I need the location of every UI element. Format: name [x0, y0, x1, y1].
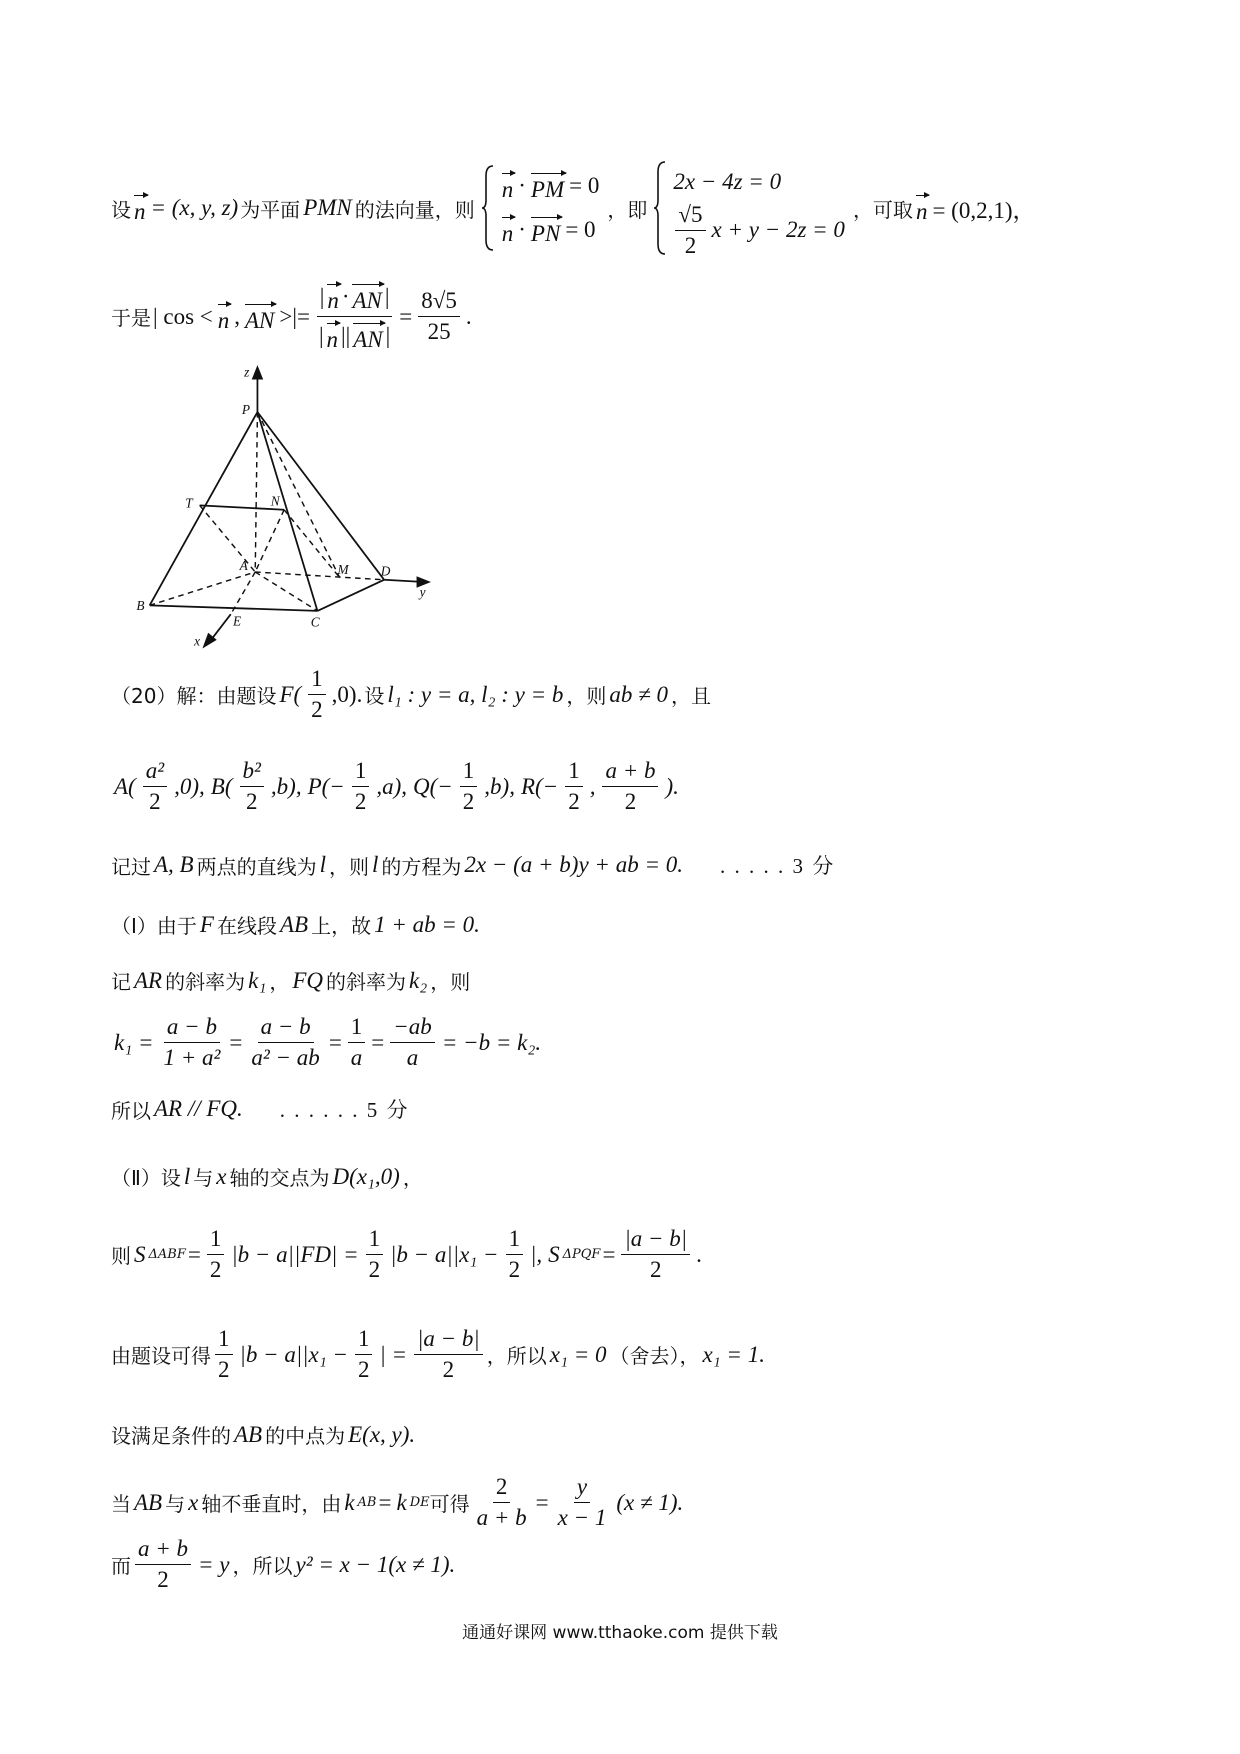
fraction	[352, 758, 370, 815]
pyramid-figure	[133, 365, 433, 649]
math-text: ,b),	[270, 773, 302, 799]
edge-cd	[317, 580, 384, 611]
equals: =	[399, 303, 413, 329]
solve-line	[111, 1326, 768, 1383]
vector-n: n	[327, 280, 339, 314]
numerator: 1	[460, 758, 478, 787]
math-text: F	[199, 911, 214, 937]
math-text: = 0	[565, 217, 596, 242]
denominator: 2	[624, 789, 637, 814]
text: ，且	[671, 684, 712, 708]
fraction	[160, 1014, 223, 1071]
numerator: −ab	[390, 1014, 435, 1043]
math-text: l	[319, 852, 326, 877]
text: 设	[111, 197, 131, 222]
dot-operator: ·	[518, 173, 526, 198]
plane-name: PMN	[303, 195, 352, 220]
math-text: y² = x − 1(x ≠ 1).	[295, 1551, 456, 1577]
fraction	[355, 1326, 373, 1383]
denominator: 2	[311, 697, 323, 722]
part-2-line	[111, 1162, 423, 1191]
math-text: x₁ = 0	[549, 1341, 607, 1367]
text: 的斜率为	[326, 970, 406, 994]
label-p: P	[241, 402, 251, 418]
vector-n: n	[916, 191, 928, 225]
math-text: = y	[198, 1551, 230, 1577]
abs-bar: ||	[341, 323, 351, 348]
denominator: a + b	[476, 1505, 527, 1530]
text: ，	[402, 1166, 423, 1190]
text: 为平面	[240, 197, 301, 222]
math-text: ,b),	[484, 773, 515, 799]
label-y: y	[419, 584, 426, 600]
label-a: A	[239, 557, 248, 573]
fraction	[207, 1226, 225, 1283]
math-text: AB	[234, 1421, 263, 1447]
math-text: D(x₁,0)	[332, 1163, 400, 1189]
fraction	[308, 666, 326, 723]
numerator: 1	[366, 1226, 384, 1255]
system-rows	[499, 164, 602, 252]
denominator: 2	[209, 1257, 222, 1282]
abs-bar: |	[318, 323, 324, 348]
label-d: D	[380, 563, 391, 579]
math-text: l	[372, 852, 379, 877]
system-row	[671, 201, 847, 258]
text: 而	[111, 1554, 131, 1578]
area-line	[111, 1226, 704, 1283]
numerator: a + b	[135, 1536, 191, 1565]
math-text: l₁ : y = a, l₂ : y = b	[387, 681, 564, 707]
numerator: b²	[240, 758, 264, 787]
vector-n: n	[502, 213, 514, 247]
fraction	[366, 1226, 384, 1283]
left-brace-icon	[481, 164, 495, 252]
text: 与	[165, 1492, 186, 1516]
fraction	[621, 1226, 690, 1283]
denominator: 1 + a²	[163, 1045, 221, 1070]
part-1-line	[111, 910, 483, 939]
math-text: Q(−	[413, 773, 453, 799]
text: 由题设可得	[111, 1344, 211, 1368]
denominator: a	[406, 1045, 419, 1070]
math-text: = (x, y, z)	[150, 195, 239, 220]
vector-n: n	[327, 319, 339, 353]
math-text: R(−	[520, 773, 559, 799]
fraction	[316, 280, 393, 353]
equals: =	[187, 1241, 201, 1267]
dashed-na	[255, 510, 284, 572]
numerator: 1	[352, 758, 370, 787]
math-text: |b − a||x₁ −	[239, 1341, 348, 1367]
equals: =	[371, 1029, 385, 1055]
label-z: z	[244, 365, 250, 380]
dashed-ad	[255, 572, 384, 580]
equals: =	[535, 1489, 549, 1515]
fraction	[474, 1474, 530, 1531]
math-text: ).	[665, 773, 679, 799]
math-text: P(−	[307, 773, 345, 799]
fraction	[555, 1474, 610, 1531]
subscript: DE	[409, 1495, 430, 1510]
text: （20）解：由题设	[111, 684, 277, 708]
numerator: y	[574, 1474, 590, 1503]
vector-n: n	[218, 300, 230, 334]
math-text: ,a),	[376, 773, 407, 799]
math-text: k₁ =	[114, 1029, 154, 1055]
text: 记	[111, 970, 131, 994]
math-text: 1 + ab = 0.	[374, 911, 480, 937]
numerator: 8√5	[418, 288, 460, 317]
fraction	[135, 1536, 191, 1593]
numerator: 1	[207, 1226, 225, 1255]
subscript: AB	[357, 1495, 377, 1510]
text: 设	[364, 684, 385, 708]
math-text: = 0	[569, 173, 600, 198]
abs-bar: |	[385, 323, 391, 348]
fraction	[418, 288, 460, 345]
text: ，即	[607, 197, 648, 222]
denominator: 2	[149, 789, 161, 814]
label-x: x	[194, 633, 201, 649]
math-text: AR	[134, 967, 163, 993]
problem-20-intro	[111, 666, 711, 723]
numerator: √5	[675, 202, 705, 231]
label-b: B	[136, 597, 145, 613]
equation-system-2	[653, 160, 847, 256]
points-line	[111, 758, 682, 815]
midpoint-line	[111, 1420, 418, 1449]
z-axis-arrow	[253, 368, 262, 379]
normal-vector-line	[111, 160, 1037, 256]
math-text: x	[216, 1163, 227, 1189]
period: .	[465, 303, 472, 329]
fraction	[565, 758, 583, 815]
numerator: 1	[565, 758, 583, 787]
math-text: x	[188, 1489, 199, 1515]
text: ，	[269, 970, 290, 994]
text: ，则	[430, 970, 471, 994]
equals: =	[328, 1029, 342, 1055]
math-text: ab ≠ 0	[609, 681, 669, 707]
denominator: 2	[650, 1257, 662, 1282]
math-text: ,	[589, 773, 596, 799]
vector-an: AN	[352, 280, 381, 314]
math-text: | cos <	[153, 303, 213, 329]
abs-bar: |	[384, 284, 390, 309]
denominator: a	[350, 1045, 363, 1070]
label-m: M	[337, 562, 349, 578]
text: 两点的直线为	[196, 854, 317, 879]
equals: =	[602, 1241, 616, 1267]
fraction	[460, 758, 478, 815]
parallel-line	[111, 1094, 410, 1124]
denominator: 2	[157, 1567, 169, 1592]
vector-n: n	[134, 191, 146, 225]
numerator	[317, 280, 393, 317]
text: 上，故	[311, 914, 372, 938]
numerator: a²	[143, 758, 167, 787]
text: 当	[111, 1492, 131, 1516]
fraction	[602, 758, 658, 815]
equation-system-1	[481, 164, 602, 252]
denominator: 2	[368, 1257, 381, 1282]
line-l-equation	[111, 850, 835, 880]
math-text: k₂	[409, 967, 428, 993]
page-footer: 通通好课网 www.tthaoke.com 提供下载	[462, 1623, 778, 1643]
system-row	[671, 160, 847, 204]
math-text: k	[344, 1489, 355, 1515]
period: .	[696, 1241, 702, 1267]
math-text: (x ≠ 1).	[616, 1489, 684, 1515]
dashed-pm	[257, 412, 339, 578]
fraction	[143, 758, 167, 815]
text: 轴的交点为	[229, 1166, 330, 1190]
text: ，则	[329, 854, 369, 879]
vector-n: n	[502, 169, 514, 203]
dot-operator: ·	[341, 284, 350, 309]
math-text: FQ	[292, 967, 323, 993]
dot-operator: ·	[518, 217, 526, 242]
text: （Ⅰ）由于	[111, 914, 197, 938]
text: ，所以	[486, 1344, 547, 1368]
math-text: ,0).	[331, 681, 363, 707]
denominator: 2	[462, 789, 475, 814]
math-text: |b − a||x₁ −	[390, 1241, 499, 1267]
denominator: a² − ab	[251, 1045, 320, 1070]
denominator: x − 1	[557, 1505, 607, 1530]
denominator: 25	[427, 319, 451, 344]
denominator: 2	[354, 789, 367, 814]
system-row	[499, 164, 602, 208]
vector-pn: PN	[531, 213, 560, 247]
subscript: ΔPQF	[562, 1247, 601, 1262]
text: 则	[111, 1244, 131, 1268]
math-text: A, B	[154, 852, 194, 877]
system-row	[499, 208, 602, 252]
math-text: |b − a||FD| =	[231, 1241, 359, 1267]
label-c: C	[310, 614, 320, 630]
subscript: ΔABF	[148, 1247, 186, 1262]
numerator: a + b	[602, 758, 658, 787]
numerator: a − b	[164, 1014, 220, 1043]
text: 的斜率为	[165, 970, 246, 994]
math-text: ,0),	[174, 773, 205, 799]
denominator: 2	[508, 1257, 521, 1282]
denominator	[316, 317, 393, 353]
label-e: E	[233, 613, 242, 629]
math-text: k₁	[248, 967, 267, 993]
fraction	[240, 758, 264, 815]
numerator: |a − b|	[414, 1326, 483, 1355]
denominator: 2	[568, 789, 580, 814]
math-text: k	[396, 1489, 407, 1515]
text: 于是	[111, 306, 151, 330]
math-text: AR // FQ.	[154, 1096, 243, 1121]
math-text: 2x − 4z = 0	[673, 169, 782, 194]
math-text: |,	[530, 1241, 543, 1267]
locus-line	[111, 1536, 458, 1593]
numerator: |a − b|	[621, 1226, 690, 1255]
numerator: 1	[348, 1014, 366, 1043]
text: ，可取	[852, 197, 913, 222]
numerator: 1	[215, 1326, 233, 1355]
numerator: 1	[355, 1326, 373, 1355]
denominator: 2	[442, 1357, 455, 1382]
fraction	[390, 1014, 435, 1071]
dashed-nm	[284, 510, 340, 578]
nonvertical-line	[111, 1474, 686, 1531]
math-text: B(	[210, 773, 233, 799]
edge-pc	[257, 412, 317, 611]
fraction	[414, 1326, 483, 1383]
text: 设满足条件的	[111, 1424, 231, 1448]
vector-an: AN	[353, 319, 382, 353]
math-text: E(x, y).	[348, 1421, 416, 1447]
denominator: 2	[218, 1357, 230, 1382]
math-text: A(	[114, 773, 136, 799]
math-text: 2x − (a + b)y + ab = 0.	[464, 852, 683, 877]
denominator: 2	[357, 1357, 370, 1382]
dashed-pa	[255, 412, 257, 572]
text: ，则	[566, 684, 607, 708]
text: 的法向量，则	[354, 197, 475, 222]
edge-pb	[150, 412, 258, 605]
math-text: AB	[134, 1489, 163, 1515]
fraction	[248, 1014, 322, 1071]
text: 的方程为	[381, 854, 462, 879]
math-text: = (0,2,1)，	[932, 197, 1036, 223]
fraction	[215, 1326, 233, 1383]
math-text: >|=	[279, 303, 310, 329]
fraction	[348, 1014, 366, 1071]
numerator: 1	[308, 666, 326, 695]
fraction	[675, 202, 705, 259]
fraction	[506, 1226, 524, 1283]
text: 所以	[111, 1098, 151, 1123]
label-n: N	[270, 493, 280, 509]
text: 记过	[111, 854, 151, 879]
text: （舍去），	[609, 1344, 700, 1368]
text: 的中点为	[265, 1424, 346, 1448]
score-mark: . . . . . 3 分	[719, 854, 836, 878]
equals: =	[229, 1029, 243, 1055]
math-text: S	[548, 1241, 560, 1267]
slope-equation	[111, 1014, 544, 1071]
text: 轴不垂直时，由	[201, 1492, 342, 1516]
cosine-line	[111, 280, 474, 353]
left-brace-icon	[653, 160, 667, 256]
denominator: 2	[245, 789, 258, 814]
vector-an: AN	[245, 300, 274, 334]
label-t: T	[185, 495, 193, 511]
equals: =	[378, 1489, 392, 1515]
numerator: 1	[506, 1226, 524, 1255]
slopes-line	[111, 966, 470, 995]
math-text: | =	[379, 1341, 408, 1367]
numerator: 2	[493, 1474, 511, 1503]
text: ，所以	[232, 1554, 293, 1578]
text: 可得	[429, 1492, 470, 1516]
vector-pm: PM	[531, 169, 564, 203]
comma: ,	[234, 303, 240, 329]
denominator: 2	[684, 232, 697, 258]
text: （Ⅱ）设	[111, 1166, 181, 1190]
math-text: l	[183, 1163, 191, 1189]
numerator: a − b	[258, 1014, 314, 1043]
math-text: = −b = k₂.	[441, 1029, 542, 1055]
math-text: S	[134, 1241, 146, 1267]
math-text: F(	[279, 681, 302, 707]
text: 与	[193, 1166, 214, 1190]
math-text: x + y − 2z = 0	[711, 217, 845, 242]
abs-bar: |	[319, 284, 325, 309]
text: 在线段	[216, 914, 277, 938]
score-mark: . . . . . . 5 分	[279, 1098, 410, 1122]
math-text: AB	[279, 911, 309, 937]
system-rows	[671, 160, 847, 256]
math-text: x₁ = 1.	[702, 1341, 765, 1367]
